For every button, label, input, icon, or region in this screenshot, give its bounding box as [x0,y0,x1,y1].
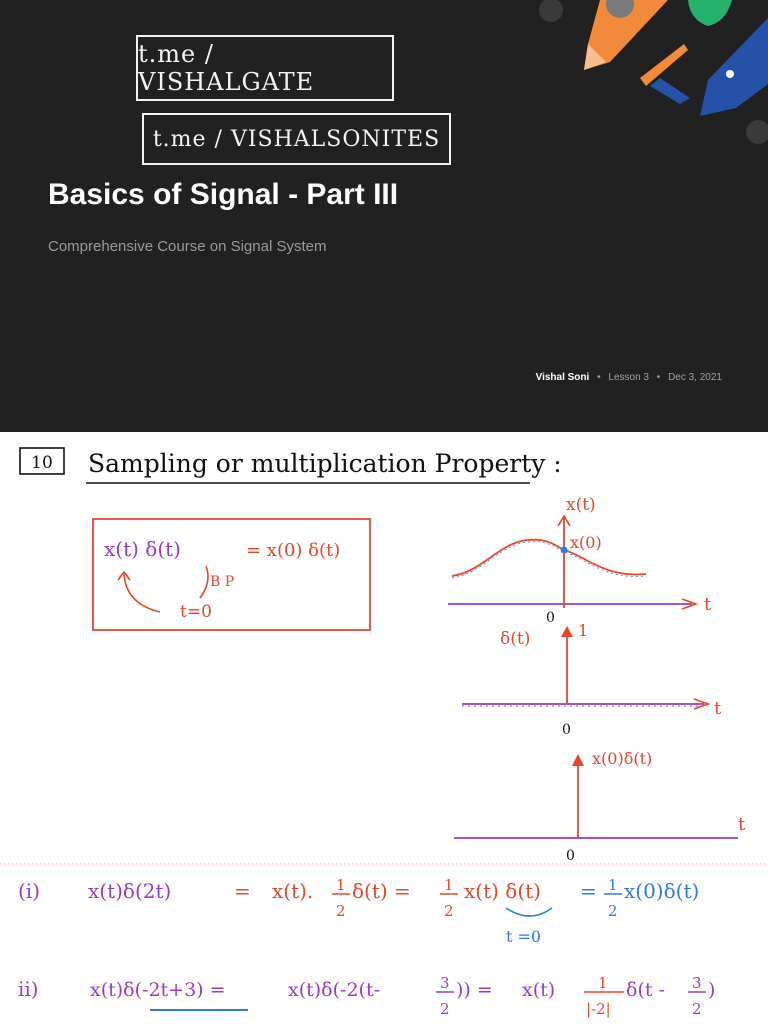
decor-circle-small [539,0,563,22]
example-ii-step2-close: ) [708,979,716,1001]
example-i [18,876,699,946]
graph2-ylabel: δ(t) [500,629,531,649]
example-ii [18,974,715,1018]
example-ii-lhs: x(t)δ(-2t+3) = [90,979,226,1001]
telegram-link-vishalgate[interactable]: t.me / VISHALGATE [136,35,394,101]
decor-circle-right [746,120,768,144]
propeller-icon [640,44,688,86]
handwritten-notes [0,432,768,1024]
lesson-meta [536,372,722,383]
example-i-step1a: x(t). [272,879,314,903]
graph2-impulse-arrow [561,626,573,637]
graph-delta [462,621,722,738]
example-i-step3-den: 2 [608,902,618,920]
example-ii-step2c-num: 3 [692,974,702,992]
example-i-step3-num: 1 [608,876,618,894]
lesson-number: Lesson 3 [608,372,649,383]
example-ii-label: ii) [18,977,39,1001]
meta-separator: • [597,372,601,383]
graph-xt [448,495,712,626]
example-i-label: (i) [18,879,41,903]
example-ii-step1-num: 3 [440,974,450,992]
telegram-link-vishalsonites[interactable]: t.me / VISHALSONITES [142,113,451,165]
example-i-lhs: x(t)δ(2t) [88,879,172,903]
section-number: 10 [31,453,53,473]
graph3-ylabel: x(0)δ(t) [592,749,653,768]
example-ii-step2b: δ(t - [626,979,665,1001]
graph2-origin: 0 [562,722,571,738]
example-i-step1-den: 2 [336,902,346,920]
example-i-step1-num: 1 [336,876,346,894]
graph2-height: 1 [578,621,589,640]
graph2-xlabel: t [714,698,722,719]
box-bp: B P [210,574,235,590]
example-ii-step1-den: 2 [440,1000,450,1018]
leaf-icon [688,0,732,26]
graph1-curve [452,540,646,576]
meta-separator: • [656,372,661,383]
lesson-cover-slide [0,0,768,432]
example-i-step2: x(t) δ(t) [464,879,541,903]
example-i-step3b: x(0)δ(t) [624,879,700,903]
bp-arrow [200,566,208,598]
lesson-title: Basics of Signal - Part III [48,178,399,211]
box-formula-right: = x(0) δ(t) [246,540,341,561]
example-ii-step2-den: |-2| [586,1000,611,1018]
graph1-point-label: x(0) [570,533,602,552]
example-ii-step2-num: 1 [598,974,608,992]
example-i-step3: = [580,879,597,903]
example-ii-step2c-den: 2 [692,1000,702,1018]
graph1-origin: 0 [546,610,555,626]
box-formula-left: x(t) δ(t) [104,537,181,561]
example-i-step2-num: 1 [444,876,454,894]
section-heading: Sampling or multiplication Property : [88,449,562,478]
box-t0: t=0 [180,602,212,622]
lesson-date: Dec 3, 2021 [668,372,722,383]
graph3-xlabel: t [738,814,746,835]
course-subtitle: Comprehensive Course on Signal System [48,238,327,255]
example-ii-step1: x(t)δ(-2(t- [288,979,381,1001]
example-i-eq1: = [234,879,251,903]
graph1-point [561,547,568,554]
example-i-step2-den: 2 [444,902,454,920]
propeller-blue-icon [650,78,690,104]
example-ii-step2: x(t) [522,979,556,1001]
example-i-note: t =0 [506,927,542,946]
example-ii-step1-close: )) = [456,979,493,1001]
graph1-ylabel: x(t) [566,495,596,515]
pen-dot-icon [726,70,734,78]
pen-icon [700,18,768,116]
graph3-origin: 0 [566,848,575,864]
example-i-underbrace [506,908,552,916]
graph3-impulse-arrow [572,754,584,766]
example-i-step1b: δ(t) = [352,879,411,903]
graph1-xlabel: t [704,594,712,615]
author-name: Vishal Soni [535,372,590,383]
graph-scaled-delta [454,749,746,864]
